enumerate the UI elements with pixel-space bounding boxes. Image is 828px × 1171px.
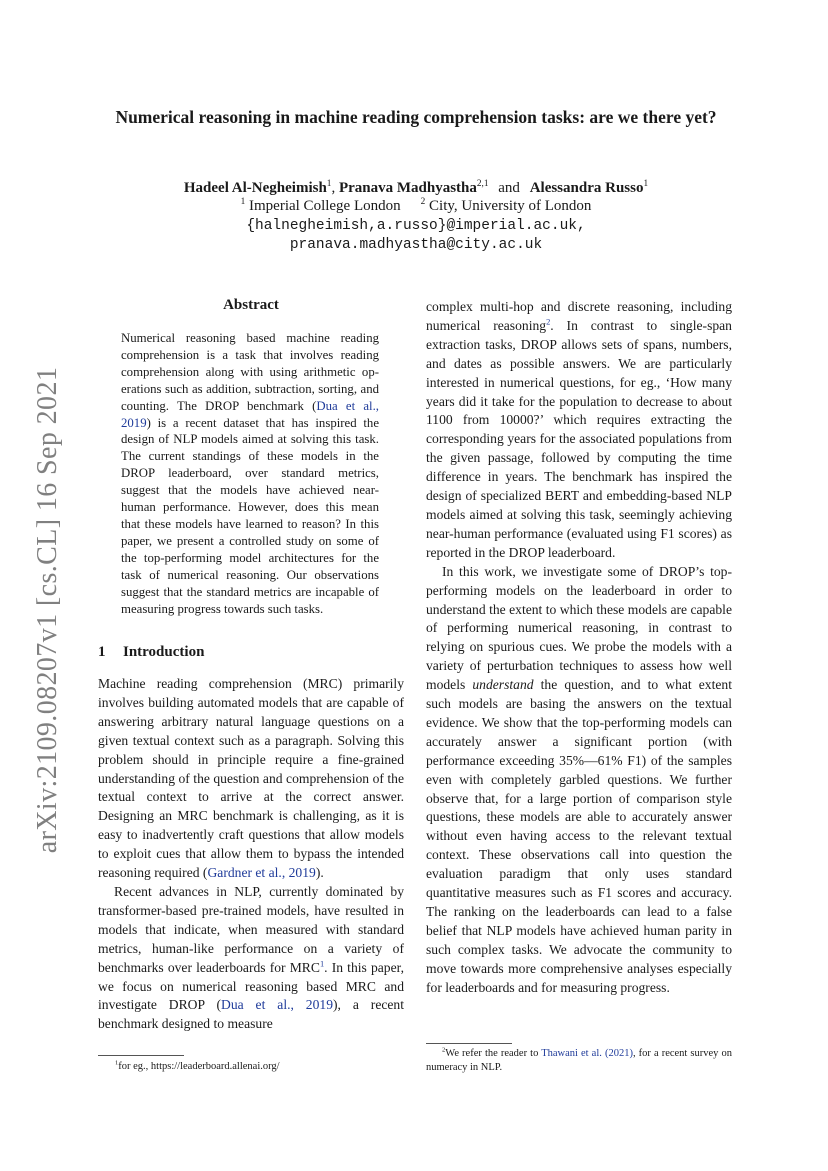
body-text: ). [315, 865, 324, 881]
author-affil-mark: 1 [643, 179, 649, 189]
paragraph [426, 563, 732, 998]
footnote-mark: 1 [115, 1059, 119, 1067]
footnote-text: We refer the reader to [445, 1048, 542, 1059]
citation-link[interactable]: Thawani et al. (2021) [541, 1048, 633, 1059]
author-affil-mark: 1 [326, 179, 332, 189]
footnote-text: , for a recent survey on numeracy in NLP. [426, 1048, 732, 1073]
footnote-ref[interactable]: 2 [546, 316, 551, 327]
body-text: Recent advances in NLP, currently dominated by transformer-based pre-trained models, have resulted in models that indicate, when measured with standard metrics, human-like performance on a variety of benchmarks over leaderboards for MRC [98, 883, 404, 975]
right-column-body [426, 298, 732, 998]
author-name: Pranava Madhyastha [338, 180, 477, 196]
body-text: ), a recent benchmark designed to measure [98, 997, 404, 1032]
abstract-body [121, 330, 379, 617]
citation-link[interactable]: Dua et al., 2019 [221, 997, 333, 1013]
citation-link[interactable]: Dua et al., 2019 [121, 398, 379, 430]
paragraph [426, 298, 732, 563]
body-text: . In this paper, we focus on numerical reasoning based MRC and investigate DROP ( [98, 959, 404, 1013]
footnote-mark: 2 [442, 1046, 446, 1054]
affil-mark: 1 [240, 197, 246, 207]
footnote-text: for eg., https://leaderboard.allenai.org/ [118, 1061, 280, 1072]
body-text: In this work, we investigate some of DROP’s top-performing models on the leaderboard in order to understand the extent to which these models are capable of performing numerical reasoning, in contrast to relying on spurious cues. We probe the models with a variety of perturbation techniques to assess how well models [426, 563, 732, 693]
section-heading [98, 644, 204, 661]
affil-name: City, University of London [429, 198, 592, 214]
author-list: Hadeel Al-Negheimish$^1$, Pranava Madhyastha$^{2,1}$ and Alessandra Russo$^1$ [183, 179, 649, 196]
email-line: pranava.madhyastha@city.ac.uk [289, 237, 543, 253]
footnote [115, 1060, 405, 1074]
arxiv-stamp [28, 365, 68, 855]
abstract-text: Numerical reasoning based machine reading comprehension is a task that involves reading comprehension along with using arithmetic operations such as addition, subtraction, sorting, and counting. The DROP benchmark ( [121, 331, 379, 413]
paragraph [98, 675, 404, 883]
citation-link[interactable]: Gardner et al., 2019 [207, 865, 316, 881]
author-name: Alessandra Russo [529, 180, 644, 196]
affiliations [100, 196, 732, 216]
body-text: the question, and to what extent such models are basing the answers on the textual evidence. We show that the top-performing models can accurately answer a significant portion (with performance exceeding 35%—61% F1) of the samples even with completely garbled questions. We further observe that, for a large portion of comparison style questions, these models are able to accurately answer without even having access to the relevant textual context. These observations call into question the evaluation paradigm that only uses standard quantitative measures such as F1 scores and accuracy. The ranking on the leaderboards can lead to a false belief that NLP models have achieved human parity in such complex tasks. We advocate the community to move towards more comprehensive analyses especially for leaderboards and for measuring progress. [426, 677, 732, 995]
section-title: Introduction [123, 644, 205, 660]
left-column-body [98, 675, 404, 1034]
paragraph [98, 883, 404, 1034]
author-conjunction: and [498, 180, 520, 196]
affil-name: Imperial College London [249, 198, 401, 214]
emphasis: understand [472, 677, 534, 693]
author-affil-mark: 2,1 [476, 179, 489, 189]
body-text: Machine reading comprehension (MRC) primarily involves building automated models that are capable of answering arbitrary natural language questions on a given textual context such as a paragraph. Solving this problem should in principle require a fine-grained understanding of the question and comprehension of the textual context to arrive at the correct answer. Designing an MRC benchmark is challenging, as it is easy to inadvertently craft questions that allow models to exploit cues that allow them to bypass the intended reasoning required ( [98, 676, 404, 881]
affil-mark: 2 [420, 197, 426, 207]
arxiv-id: arXiv:2109.08207v1 [cs.CL] 16 Sep 2021 [32, 366, 63, 854]
email-line: {halnegheimish,a.russo}@imperial.ac.uk, [246, 218, 586, 234]
paper-title: Numerical reasoning in machine reading comprehension tasks: are we there yet? [115, 107, 717, 127]
section-number: 1 [98, 644, 106, 660]
body-text: . In contrast to single-span extraction tasks, DROP allows sets of spans, numbers, and dates as possible answers. We are particularly interested in numerical questions, for eg., ‘How many years did it take for the population to decrease to about 1100 from 10000?’ which requires extracting the corresponding years for the associated populations from the given passage, followed by computing the time difference in years. The benchmark has inspired the design of specialized BERT and embedding-based NLP models aimed at solving this task, seemingly achieving near-human performance (evaluated using F1 scores) as reported in the DROP leaderboard. [426, 317, 732, 560]
footnote [426, 1047, 732, 1075]
abstract-heading: Abstract [223, 297, 279, 313]
body-text: complex multi-hop and discrete reasoning, including numerical reasoning [426, 299, 732, 333]
abstract-text: ) is a recent dataset that has inspired the design of NLP models aimed at solving this task. The current standings of these models in the DROP leaderboard, over standard metrics, suggest that the models have achieved near-human performance. However, does this mean that these models have learned to reason? In this paper, we present a controlled study on some of the top-performing model architectures for the task of numerical reasoning. Our observations suggest that the standard metrics are incapable of measuring progress towards such tasks. [121, 415, 379, 616]
footnote-ref[interactable]: 1 [319, 958, 325, 969]
author-name: Hadeel Al-Negheimish [183, 180, 327, 196]
footnote-divider [98, 1055, 184, 1056]
footnote-divider [426, 1043, 512, 1044]
